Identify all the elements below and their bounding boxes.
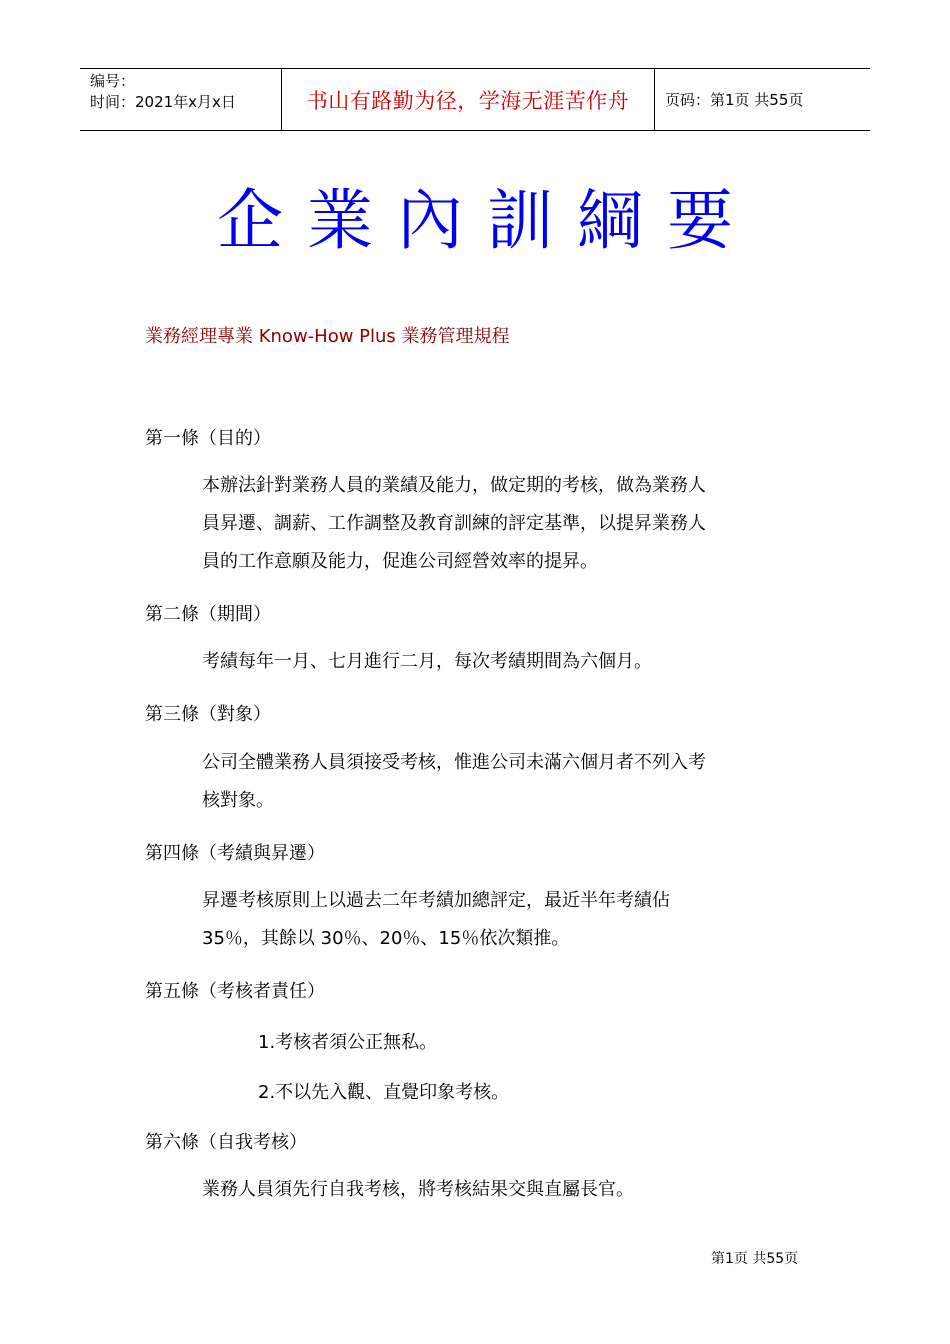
list-item: 2.不以先入觀、直覺印象考核。	[258, 1082, 510, 1103]
body-line: 業務人員須先行自我考核，將考核結果交與直屬長官。	[202, 1179, 634, 1200]
document-subtitle: 業務經理專業 Know-How Plus 業務管理規程	[145, 326, 510, 347]
header-table	[80, 68, 870, 131]
header-motto-cell	[282, 69, 655, 130]
body-line: 員的工作意願及能力，促進公司經營效率的提昇。	[202, 551, 598, 572]
page-number-label: 页码：第1页 共55页	[665, 91, 804, 109]
article-heading: 第五條（考核者責任）	[145, 981, 325, 1002]
article-heading: 第四條（考績與昇遷）	[145, 843, 325, 864]
article-heading: 第六條（自我考核）	[145, 1132, 307, 1153]
date-label: 时间：2021年x月x日	[90, 93, 236, 111]
body-line: 核對象。	[202, 790, 274, 811]
list-item: 1.考核者須公正無私。	[258, 1032, 438, 1053]
motto: 书山有路勤为径，学海无涯苦作舟	[306, 88, 630, 113]
page-footer: 第1页 共55页	[711, 1251, 799, 1267]
article-heading: 第三條（對象）	[145, 704, 271, 725]
header-page-cell	[655, 69, 870, 130]
article-body	[202, 882, 747, 958]
body-line: 公司全體業務人員須接受考核，惟進公司未滿六個月者不列入考	[202, 752, 706, 773]
article-body	[202, 744, 747, 820]
number-label: 编号：	[90, 72, 136, 90]
body-line: 員昇遷、調薪、工作調整及教育訓練的評定基準，以提昇業務人	[202, 513, 706, 534]
header-meta-cell	[80, 69, 282, 130]
body-line: 昇遷考核原則上以過去二年考績加總評定，最近半年考績佔	[202, 890, 670, 911]
article-body	[202, 467, 747, 581]
body-line: 考績每年一月、七月進行二月，每次考績期間為六個月。	[202, 651, 652, 672]
body-line: 35％，其餘以 30％、20％、15％依次類推。	[202, 928, 570, 949]
article-heading: 第二條（期間）	[145, 604, 271, 625]
article-body	[202, 643, 747, 681]
document-title: 企業內訓綱要	[217, 182, 757, 259]
article-heading: 第一條（目的）	[145, 428, 271, 449]
article-body	[202, 1171, 747, 1209]
body-line: 本辦法針對業務人員的業績及能力，做定期的考核，做為業務人	[202, 475, 706, 496]
